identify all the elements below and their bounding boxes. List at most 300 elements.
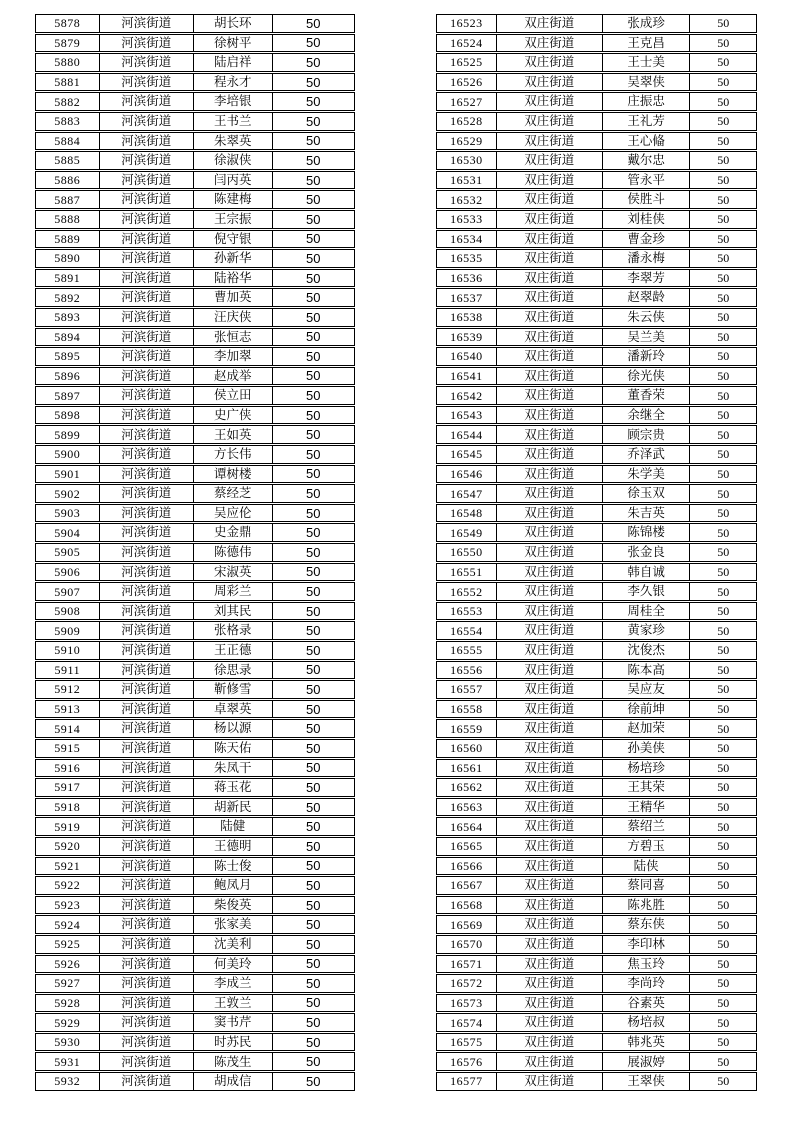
cell-id: 5896: [54, 368, 81, 383]
cell-street: 双庄街道: [496, 662, 602, 679]
cell-street: 双庄街道: [496, 35, 602, 52]
cell-id: 16543: [450, 408, 483, 423]
table-row: [35, 994, 355, 1013]
cell-street: 双庄街道: [496, 544, 602, 561]
cell-amount: 50: [689, 995, 756, 1012]
cell-id: 16567: [450, 878, 483, 893]
cell-amount: 50: [272, 466, 354, 483]
cell-amount: 50: [689, 113, 756, 130]
cell-name: 潘新玲: [602, 348, 689, 365]
cell-street: 河滨街道: [99, 211, 193, 228]
table-row: [35, 955, 355, 974]
cell-amount: 50: [272, 1034, 354, 1051]
cell-street: 双庄街道: [496, 877, 602, 894]
table-row: [436, 1072, 757, 1091]
table-row: [35, 896, 355, 915]
cell-street: 河滨街道: [99, 544, 193, 561]
table-row: [436, 759, 757, 778]
cell-id: 5885: [54, 153, 81, 168]
cell-amount: 50: [272, 622, 354, 639]
table-row: [35, 1013, 355, 1032]
cell-id: 16530: [450, 153, 483, 168]
cell-name: 李印林: [602, 936, 689, 953]
table-row: [35, 73, 355, 92]
cell-name: 柴俊英: [193, 897, 272, 914]
cell-amount: 50: [689, 1073, 756, 1090]
table-row: [436, 112, 757, 131]
table-row: [436, 661, 757, 680]
cell-street: 河滨街道: [99, 720, 193, 737]
cell-name: 方碧玉: [602, 838, 689, 855]
cell-name: 曹金珍: [602, 231, 689, 248]
cell-name: 朱吉英: [602, 505, 689, 522]
cell-street: 双庄街道: [496, 760, 602, 777]
table-row: [436, 34, 757, 53]
cell-name: 韩自诚: [602, 564, 689, 581]
table-row: [436, 543, 757, 562]
cell-name: 谭树楼: [193, 466, 272, 483]
cell-name: 李成兰: [193, 975, 272, 992]
cell-amount: 50: [689, 15, 756, 32]
cell-amount: 50: [272, 975, 354, 992]
cell-street: 双庄街道: [496, 740, 602, 757]
table-row: [436, 484, 757, 503]
cell-id: 16526: [450, 75, 483, 90]
cell-name: 王如英: [193, 426, 272, 443]
cell-street: 河滨街道: [99, 995, 193, 1012]
cell-name: 杨培珍: [602, 760, 689, 777]
table-row: [436, 92, 757, 111]
cell-amount: 50: [272, 191, 354, 208]
cell-amount: 50: [272, 133, 354, 150]
cell-name: 时苏民: [193, 1034, 272, 1051]
cell-street: 双庄街道: [496, 368, 602, 385]
table-row: [35, 484, 355, 503]
cell-id: 5879: [54, 35, 81, 50]
cell-street: 双庄街道: [496, 603, 602, 620]
cell-amount: 50: [689, 622, 756, 639]
cell-id: 5884: [54, 133, 81, 148]
table-row: [35, 817, 355, 836]
cell-amount: 50: [689, 642, 756, 659]
table-row: [35, 1072, 355, 1091]
cell-amount: 50: [272, 564, 354, 581]
cell-name: 徐前坤: [602, 701, 689, 718]
table-row: [436, 719, 757, 738]
cell-amount: 50: [689, 211, 756, 228]
cell-id: 16569: [450, 917, 483, 932]
cell-street: 河滨街道: [99, 936, 193, 953]
table-row: [35, 680, 355, 699]
cell-amount: 50: [689, 446, 756, 463]
table-row: [436, 288, 757, 307]
cell-street: 双庄街道: [496, 133, 602, 150]
cell-name: 程永才: [193, 74, 272, 91]
cell-name: 黄家珍: [602, 622, 689, 639]
cell-amount: 50: [272, 838, 354, 855]
cell-id: 5931: [54, 1054, 81, 1069]
cell-name: 王书兰: [193, 113, 272, 130]
cell-amount: 50: [689, 916, 756, 933]
cell-amount: 50: [689, 701, 756, 718]
table-row: [35, 543, 355, 562]
cell-street: 双庄街道: [496, 701, 602, 718]
cell-amount: 50: [272, 740, 354, 757]
cell-amount: 50: [689, 54, 756, 71]
cell-street: 河滨街道: [99, 231, 193, 248]
cell-id: 5929: [54, 1015, 81, 1030]
cell-amount: 50: [272, 289, 354, 306]
table-row: [35, 739, 355, 758]
cell-street: 双庄街道: [496, 329, 602, 346]
table-row: [35, 53, 355, 72]
table-row: [436, 935, 757, 954]
cell-street: 双庄街道: [496, 1034, 602, 1051]
cell-amount: 50: [689, 152, 756, 169]
cell-id: 5882: [54, 94, 81, 109]
cell-id: 16576: [450, 1054, 483, 1069]
cell-street: 双庄街道: [496, 152, 602, 169]
cell-id: 5908: [54, 604, 81, 619]
table-row: [35, 347, 355, 366]
cell-id: 5901: [54, 466, 81, 481]
cell-id: 5920: [54, 839, 81, 854]
table-row: [35, 1052, 355, 1071]
cell-amount: 50: [272, 348, 354, 365]
cell-amount: 50: [272, 877, 354, 894]
cell-name: 徐玉双: [602, 485, 689, 502]
cell-id: 5881: [54, 75, 81, 90]
cell-name: 侯立田: [193, 387, 272, 404]
cell-id: 16565: [450, 839, 483, 854]
cell-id: 5918: [54, 800, 81, 815]
cell-name: 王克昌: [602, 35, 689, 52]
table-row: [436, 347, 757, 366]
cell-amount: 50: [272, 642, 354, 659]
cell-name: 鲍凤月: [193, 877, 272, 894]
cell-amount: 50: [689, 877, 756, 894]
table-row: [35, 759, 355, 778]
cell-street: 河滨街道: [99, 1034, 193, 1051]
cell-street: 双庄街道: [496, 309, 602, 326]
cell-street: 河滨街道: [99, 877, 193, 894]
cell-amount: 50: [272, 956, 354, 973]
table-row: [35, 171, 355, 190]
cell-id: 5922: [54, 878, 81, 893]
cell-amount: 50: [272, 407, 354, 424]
cell-id: 16533: [450, 212, 483, 227]
table-row: [436, 465, 757, 484]
cell-name: 汪庆侠: [193, 309, 272, 326]
cell-amount: 50: [689, 897, 756, 914]
table-row: [436, 837, 757, 856]
cell-id: 16553: [450, 604, 483, 619]
cell-name: 宋淑英: [193, 564, 272, 581]
cell-amount: 50: [689, 387, 756, 404]
cell-street: 双庄街道: [496, 348, 602, 365]
cell-name: 陈茂生: [193, 1053, 272, 1070]
cell-name: 吴翠侠: [602, 74, 689, 91]
cell-id: 16556: [450, 662, 483, 677]
table-row: [35, 14, 355, 33]
cell-street: 河滨街道: [99, 740, 193, 757]
cell-amount: 50: [689, 289, 756, 306]
table-row: [436, 798, 757, 817]
cell-street: 双庄街道: [496, 720, 602, 737]
cell-id: 16540: [450, 349, 483, 364]
cell-street: 河滨街道: [99, 897, 193, 914]
cell-street: 河滨街道: [99, 622, 193, 639]
cell-id: 5891: [54, 271, 81, 286]
cell-street: 河滨街道: [99, 407, 193, 424]
cell-street: 双庄街道: [496, 74, 602, 91]
cell-id: 5898: [54, 408, 81, 423]
cell-street: 双庄街道: [496, 1053, 602, 1070]
cell-id: 5914: [54, 721, 81, 736]
cell-id: 5912: [54, 682, 81, 697]
table-row: [35, 34, 355, 53]
table-row: [35, 249, 355, 268]
cell-id: 5886: [54, 173, 81, 188]
table-row: [35, 602, 355, 621]
cell-name: 陈德伟: [193, 544, 272, 561]
cell-amount: 50: [272, 250, 354, 267]
cell-street: 双庄街道: [496, 446, 602, 463]
table-row: [35, 386, 355, 405]
cell-amount: 50: [689, 348, 756, 365]
cell-name: 徐淑侠: [193, 152, 272, 169]
cell-street: 河滨街道: [99, 583, 193, 600]
cell-id: 16572: [450, 976, 483, 991]
cell-id: 5895: [54, 349, 81, 364]
cell-id: 16559: [450, 721, 483, 736]
cell-amount: 50: [272, 172, 354, 189]
cell-name: 周桂全: [602, 603, 689, 620]
table-row: [436, 269, 757, 288]
cell-name: 陈天佑: [193, 740, 272, 757]
cell-id: 5880: [54, 55, 81, 70]
table-row: [35, 190, 355, 209]
cell-id: 5894: [54, 329, 81, 344]
cell-street: 双庄街道: [496, 407, 602, 424]
table-row: [35, 406, 355, 425]
cell-amount: 50: [272, 916, 354, 933]
cell-id: 16541: [450, 368, 483, 383]
cell-name: 史金鼎: [193, 524, 272, 541]
cell-id: 16573: [450, 995, 483, 1010]
cell-street: 河滨街道: [99, 858, 193, 875]
cell-street: 双庄街道: [496, 191, 602, 208]
cell-name: 胡成信: [193, 1073, 272, 1090]
table-row: [436, 641, 757, 660]
cell-name: 赵翠龄: [602, 289, 689, 306]
cell-id: 5916: [54, 760, 81, 775]
cell-street: 河滨街道: [99, 603, 193, 620]
cell-street: 双庄街道: [496, 818, 602, 835]
cell-street: 双庄街道: [496, 270, 602, 287]
cell-street: 双庄街道: [496, 583, 602, 600]
cell-amount: 50: [689, 172, 756, 189]
cell-street: 河滨街道: [99, 289, 193, 306]
cell-id: 5906: [54, 564, 81, 579]
table-row: [35, 151, 355, 170]
table-row: [35, 367, 355, 386]
cell-id: 5883: [54, 114, 81, 129]
cell-street: 河滨街道: [99, 152, 193, 169]
cell-name: 蔡东侠: [602, 916, 689, 933]
cell-street: 河滨街道: [99, 348, 193, 365]
cell-name: 徐树平: [193, 35, 272, 52]
cell-amount: 50: [272, 544, 354, 561]
cell-name: 陆裕华: [193, 270, 272, 287]
cell-amount: 50: [272, 701, 354, 718]
cell-street: 河滨街道: [99, 662, 193, 679]
table-row: [35, 798, 355, 817]
cell-amount: 50: [689, 505, 756, 522]
cell-name: 徐光侠: [602, 368, 689, 385]
cell-amount: 50: [272, 485, 354, 502]
cell-name: 王德明: [193, 838, 272, 855]
cell-street: 河滨街道: [99, 1053, 193, 1070]
cell-id: 16523: [450, 16, 483, 31]
cell-amount: 50: [272, 505, 354, 522]
table-row: [35, 269, 355, 288]
cell-amount: 50: [689, 231, 756, 248]
table-row: [436, 132, 757, 151]
cell-id: 16548: [450, 506, 483, 521]
cell-id: 16529: [450, 133, 483, 148]
cell-street: 双庄街道: [496, 505, 602, 522]
cell-id: 16554: [450, 623, 483, 638]
cell-street: 河滨街道: [99, 446, 193, 463]
cell-street: 河滨街道: [99, 466, 193, 483]
cell-name: 刘其民: [193, 603, 272, 620]
cell-street: 河滨街道: [99, 524, 193, 541]
cell-name: 胡新民: [193, 799, 272, 816]
cell-id: 5932: [54, 1074, 81, 1089]
cell-id: 5890: [54, 251, 81, 266]
cell-id: 16577: [450, 1074, 483, 1089]
table-row: [436, 504, 757, 523]
cell-name: 王其荣: [602, 779, 689, 796]
table-row: [35, 328, 355, 347]
cell-amount: 50: [272, 270, 354, 287]
cell-street: 双庄街道: [496, 799, 602, 816]
table-row: [35, 308, 355, 327]
cell-street: 双庄街道: [496, 779, 602, 796]
table-row: [35, 210, 355, 229]
cell-name: 陆健: [193, 818, 272, 835]
cell-amount: 50: [272, 15, 354, 32]
cell-name: 李久银: [602, 583, 689, 600]
table-row: [436, 680, 757, 699]
cell-street: 双庄街道: [496, 622, 602, 639]
table-hebin-street: [35, 14, 355, 1092]
cell-id: 16531: [450, 173, 483, 188]
cell-street: 双庄街道: [496, 1073, 602, 1090]
cell-street: 双庄街道: [496, 211, 602, 228]
table-row: [35, 778, 355, 797]
cell-id: 16550: [450, 545, 483, 560]
cell-id: 5889: [54, 231, 81, 246]
cell-name: 蔡绍兰: [602, 818, 689, 835]
cell-street: 河滨街道: [99, 975, 193, 992]
cell-street: 双庄街道: [496, 485, 602, 502]
cell-id: 5910: [54, 643, 81, 658]
cell-name: 张恒志: [193, 329, 272, 346]
cell-street: 河滨街道: [99, 838, 193, 855]
cell-name: 陈本高: [602, 662, 689, 679]
table-row: [35, 719, 355, 738]
table-row: [35, 230, 355, 249]
cell-amount: 50: [272, 211, 354, 228]
cell-name: 闫丙英: [193, 172, 272, 189]
cell-name: 张金良: [602, 544, 689, 561]
cell-amount: 50: [272, 35, 354, 52]
cell-id: 5909: [54, 623, 81, 638]
table-row: [436, 425, 757, 444]
cell-id: 16568: [450, 898, 483, 913]
table-row: [436, 367, 757, 386]
cell-id: 5888: [54, 212, 81, 227]
cell-street: 河滨街道: [99, 681, 193, 698]
cell-name: 董香荣: [602, 387, 689, 404]
cell-name: 顾宗贵: [602, 426, 689, 443]
table-row: [35, 445, 355, 464]
cell-name: 王正德: [193, 642, 272, 659]
cell-name: 蔡经芝: [193, 485, 272, 502]
cell-id: 16570: [450, 937, 483, 952]
table-row: [436, 190, 757, 209]
cell-name: 赵成举: [193, 368, 272, 385]
table-row: [436, 621, 757, 640]
cell-name: 朱凤干: [193, 760, 272, 777]
cell-name: 蒋玉花: [193, 779, 272, 796]
cell-id: 16563: [450, 800, 483, 815]
table-row: [436, 171, 757, 190]
cell-name: 戴尔忠: [602, 152, 689, 169]
cell-street: 河滨街道: [99, 779, 193, 796]
cell-amount: 50: [272, 799, 354, 816]
cell-street: 双庄街道: [496, 426, 602, 443]
cell-amount: 50: [689, 191, 756, 208]
table-row: [35, 935, 355, 954]
cell-name: 王宗振: [193, 211, 272, 228]
cell-name: 李尚玲: [602, 975, 689, 992]
cell-name: 胡长环: [193, 15, 272, 32]
table-row: [436, 778, 757, 797]
cell-amount: 50: [689, 270, 756, 287]
cell-street: 双庄街道: [496, 466, 602, 483]
cell-amount: 50: [689, 35, 756, 52]
cell-name: 周彩兰: [193, 583, 272, 600]
cell-name: 杨以源: [193, 720, 272, 737]
table-row: [35, 523, 355, 542]
cell-amount: 50: [689, 936, 756, 953]
table-row: [436, 1013, 757, 1032]
cell-name: 刘桂侠: [602, 211, 689, 228]
table-row: [436, 73, 757, 92]
cell-street: 双庄街道: [496, 387, 602, 404]
cell-amount: 50: [272, 74, 354, 91]
cell-id: 16536: [450, 271, 483, 286]
table-row: [436, 739, 757, 758]
cell-street: 河滨街道: [99, 1073, 193, 1090]
table-row: [35, 700, 355, 719]
table-row: [436, 406, 757, 425]
cell-street: 河滨街道: [99, 564, 193, 581]
cell-id: 5925: [54, 937, 81, 952]
